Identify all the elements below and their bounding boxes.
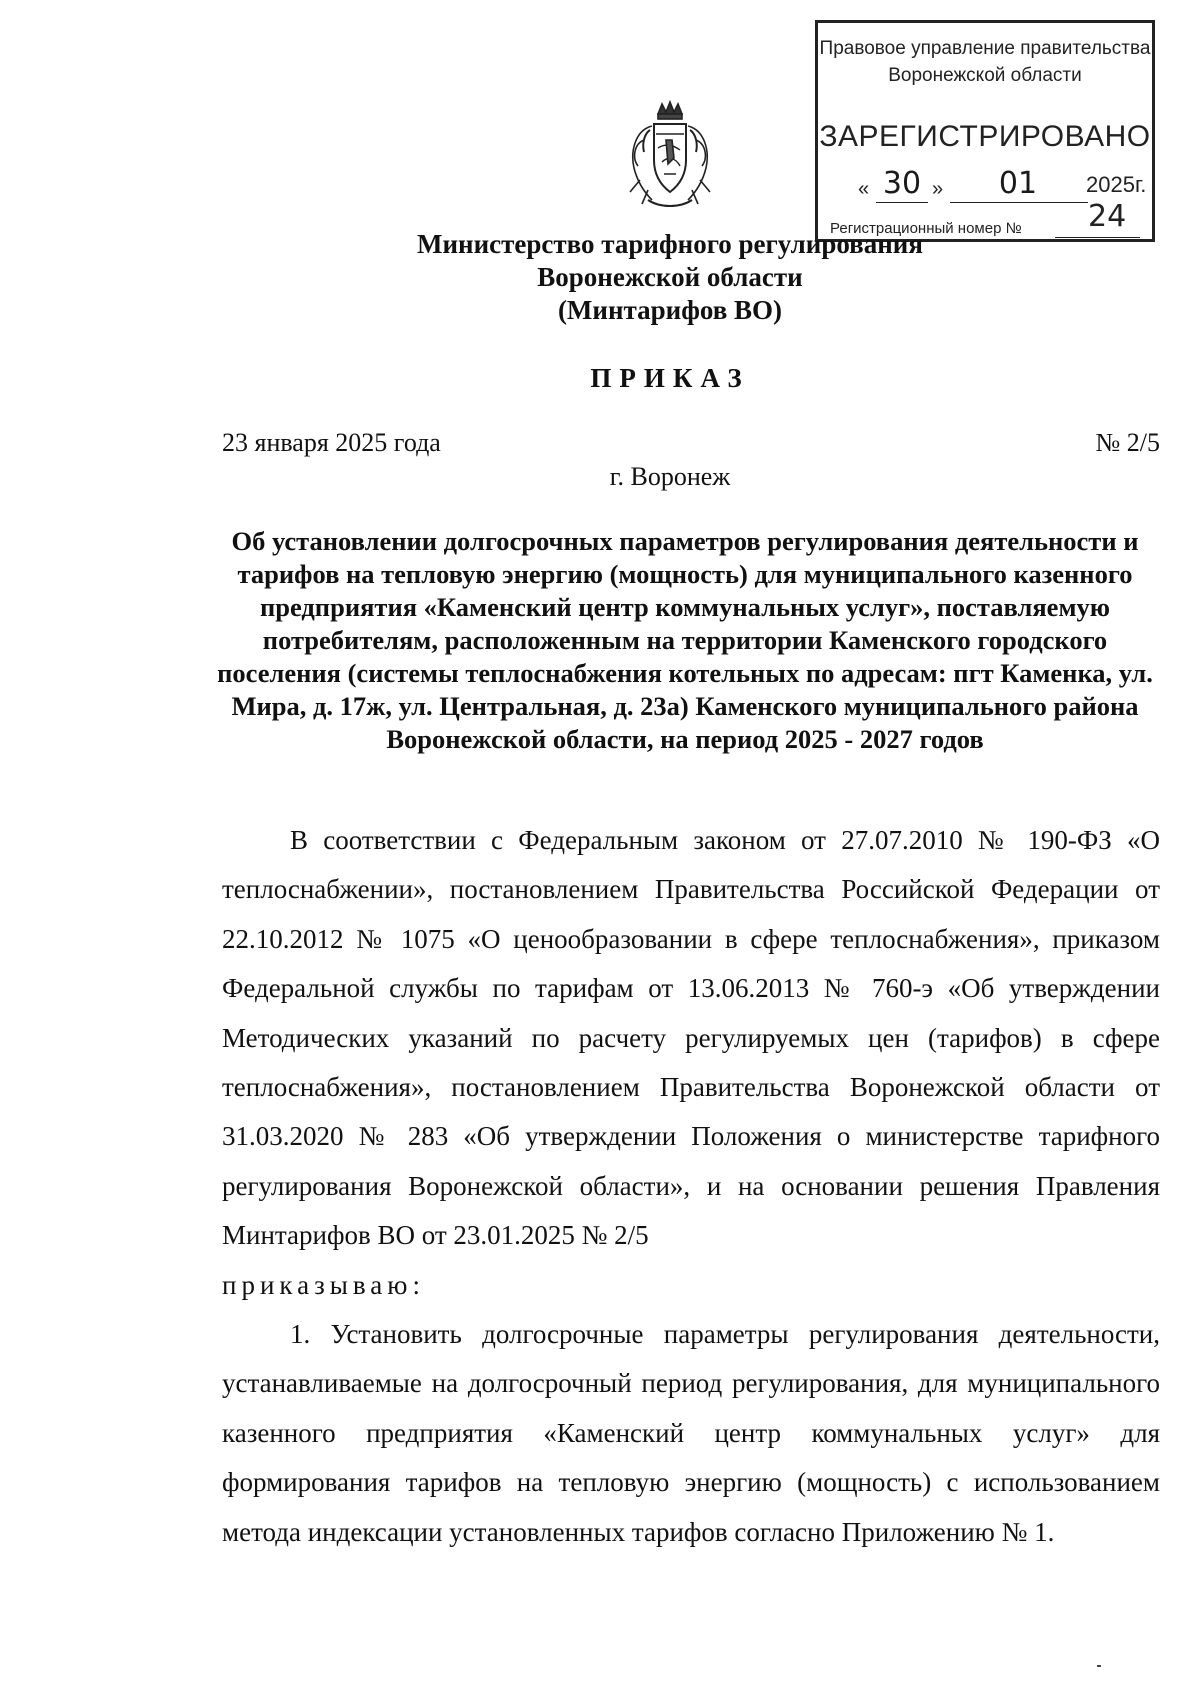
ministry-line2: Воронежской области [537, 262, 803, 292]
stamp-reg-line [1055, 237, 1140, 238]
preamble-paragraph: В соответствии с Федеральным законом от 27.07.2010 № 190-ФЗ «О теплоснабжении», постановлением Правительства Российской Федерации от 22.10.2012 № 1075 «О ценообразовании в сфере теплоснабжения», приказом Федеральной службы по тарифам от 13.06.2013 № 760-э «Об утверждении Методических указаний по расчету регулируемых цен (тарифов) в сфере теплоснабжения», постановлением Правительства Воронежской области от 31.03.2020 № 283 «Об утверждении Положения о министерстве тарифного регулирования Воронежской области», и на основании решения Правления Минтарифов ВО от 23.01.2025 № 2/5 [222, 825, 1160, 1251]
doc-type-heading: ПРИКАЗ [590, 363, 750, 393]
doc-date: 23 января 2025 года [222, 428, 441, 457]
stamp-quote-open: « [858, 178, 870, 200]
coat-of-arms-icon [622, 100, 718, 212]
doc-city: г. Воронеж [609, 462, 731, 491]
stamp-day: 30 [882, 166, 922, 201]
item-1-paragraph: 1. Установить долгосрочные параметры регулирования деятельности, устанавливаемые на долгосрочный период регулирования, для муниципального казенного предприятия «Каменский центр коммунальных услуг» для формирования тарифов на тепловую энергию (мощность) с использованием метода индексации установленных тарифов согласно Приложению № 1. [222, 1319, 1160, 1547]
scan-speck [1097, 1665, 1101, 1667]
ministry-name [300, 228, 1040, 327]
ministry-line3: (Минтарифов ВО) [557, 295, 783, 325]
decree-word: приказываю: [222, 1269, 425, 1300]
doc-number: № 2/5 [1095, 428, 1160, 457]
ministry-line1: Министерство тарифного регулирования [417, 229, 923, 259]
stamp-org-line2: Воронежской области [888, 65, 1082, 86]
stamp-quote-close: » [932, 178, 944, 200]
stamp-year: 2025г. [1086, 172, 1147, 197]
registration-stamp [815, 20, 1155, 242]
stamp-org-line1: Правовое управление правительства [819, 38, 1151, 59]
stamp-title: ЗАРЕГИСТРИРОВАНО [819, 120, 1151, 153]
document-body [222, 816, 1160, 1557]
document-title: Об установлении долгосрочных параметров регулирования деятельности и тарифов на тепловую энергию (мощность) для муниципального казенного предприятия «Каменский центр коммунальных услуг», поставляемую потребителям, расположенным на территории Каменского городского поселения (системы теплоснабжения котельных по адресам: пгт Каменка, ул. Мира, д. 17ж, ул. Центральная, д. 23а) Каменского муниципального района Воронежской области, на период 2025 - 2027 годов [217, 526, 1153, 754]
stamp-reg-number: 24 [1088, 199, 1127, 234]
stamp-day-line [876, 202, 928, 203]
stamp-month: 01 [998, 166, 1038, 201]
stamp-month-line [950, 202, 1088, 203]
stamp-reg-label: Регистрационный номер № [830, 220, 1022, 237]
stamp-organization [818, 35, 1152, 89]
